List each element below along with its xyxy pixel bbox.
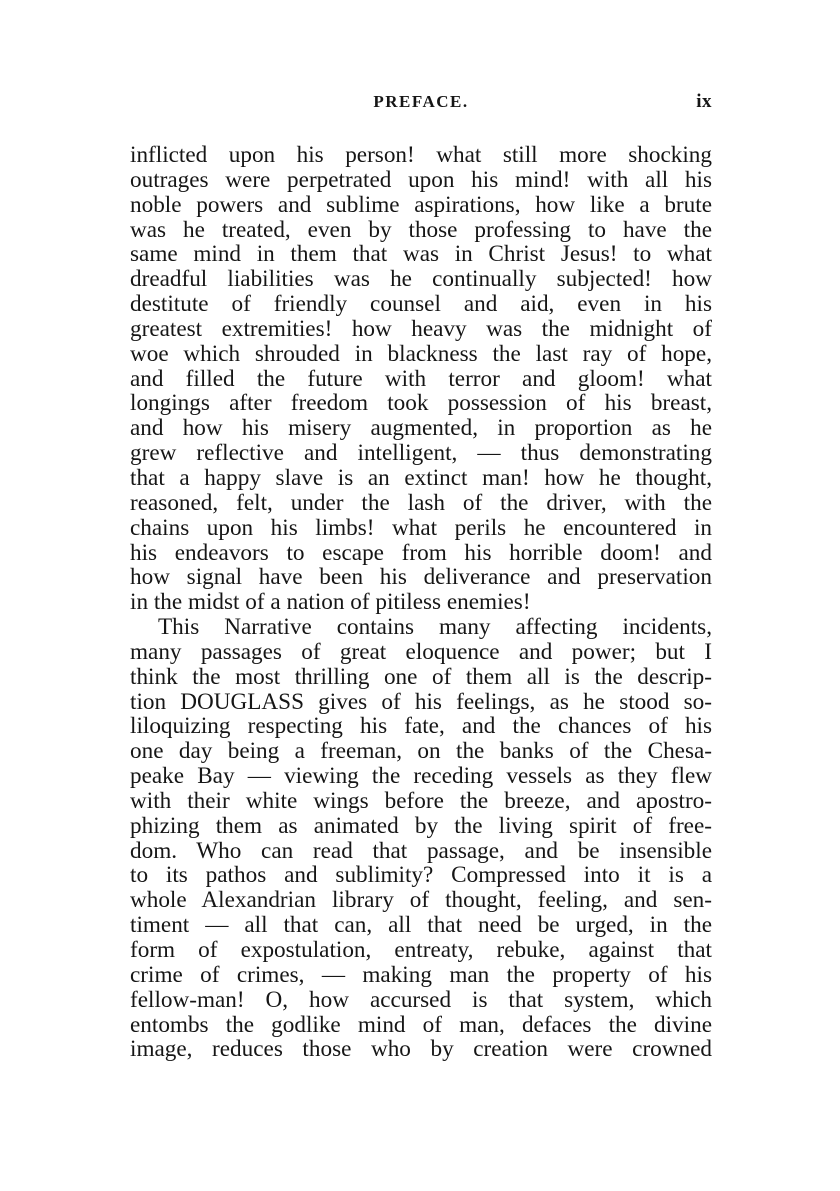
text-line: woe which shrouded in blackness the last ray of hope,	[130, 340, 712, 367]
text-line: whole Alexandrian library of thought, feeling, and sen-	[130, 887, 712, 914]
text-line: image, reduces those who by creation were crowned	[130, 1036, 712, 1063]
text-line: noble powers and sublime aspirations, how like a brute	[130, 191, 712, 218]
text-line: liloquizing respecting his fate, and the chances of his	[130, 713, 712, 740]
text-line: timent — all that can, all that need be urged, in the	[130, 912, 712, 939]
text-line: peake Bay — viewing the receding vessels as they flew	[130, 763, 712, 790]
text-line: one day being a freeman, on the banks of the Chesa-	[130, 738, 712, 765]
text-line: outrages were perpetrated upon his mind! with all his	[130, 166, 712, 193]
page-number: ix	[696, 91, 712, 112]
running-head-title: PREFACE.	[373, 92, 469, 111]
text-line: phizing them as animated by the living spirit of free-	[130, 812, 712, 839]
text-line: fellow-man! O, how accursed is that system, which	[130, 986, 712, 1013]
text-line: destitute of friendly counsel and aid, even in his	[130, 291, 712, 318]
text-line: how signal have been his deliverance and preservation	[130, 564, 712, 591]
text-line: grew reflective and intelligent, — thus demonstrating	[130, 440, 712, 467]
running-header	[130, 92, 712, 116]
text-line: his endeavors to escape from his horrible doom! and	[130, 539, 712, 566]
paragraph-start-line: This Narrative contains many affecting incidents,	[158, 614, 712, 641]
text-line: with their white wings before the breeze, and apostro-	[130, 787, 712, 814]
body-text	[130, 143, 712, 1062]
text-line: chains upon his limbs! what perils he encountered in	[130, 514, 712, 541]
text-line: and how his misery augmented, in proportion as he	[130, 415, 712, 442]
text-line: reasoned, felt, under the lash of the driver, with the	[130, 489, 712, 516]
text-line: longings after freedom took possession of his breast,	[130, 390, 712, 417]
text-line: tion DOUGLASS gives of his feelings, as he stood so-	[130, 688, 712, 715]
text-line: to its pathos and sublimity? Compressed into it is a	[130, 862, 712, 889]
text-line: crime of crimes, — making man the property of his	[130, 961, 712, 988]
text-line: entombs the godlike mind of man, defaces the divine	[130, 1011, 712, 1038]
text-line: was he treated, even by those professing to have the	[130, 216, 712, 243]
text-line: same mind in them that was in Christ Jesus! to what	[130, 241, 712, 268]
text-line: dom. Who can read that passage, and be insensible	[130, 837, 712, 864]
text-line: inflicted upon his person! what still more shocking	[130, 142, 712, 168]
text-line: many passages of great eloquence and power; but I	[130, 638, 712, 665]
text-line: form of expostulation, entreaty, rebuke, against that	[130, 937, 712, 963]
text-line: greatest extremities! how heavy was the midnight of	[130, 315, 712, 342]
text-line: that a happy slave is an extinct man! how he thought,	[130, 464, 712, 491]
text-line: and filled the future with terror and gloom! what	[130, 365, 712, 392]
paragraph-end-line: in the midst of a nation of pitiless enemies!	[130, 589, 531, 616]
text-line: think the most thrilling one of them all is the descrip-	[130, 663, 712, 690]
text-line: dreadful liabilities was he continually subjected! how	[130, 266, 712, 293]
